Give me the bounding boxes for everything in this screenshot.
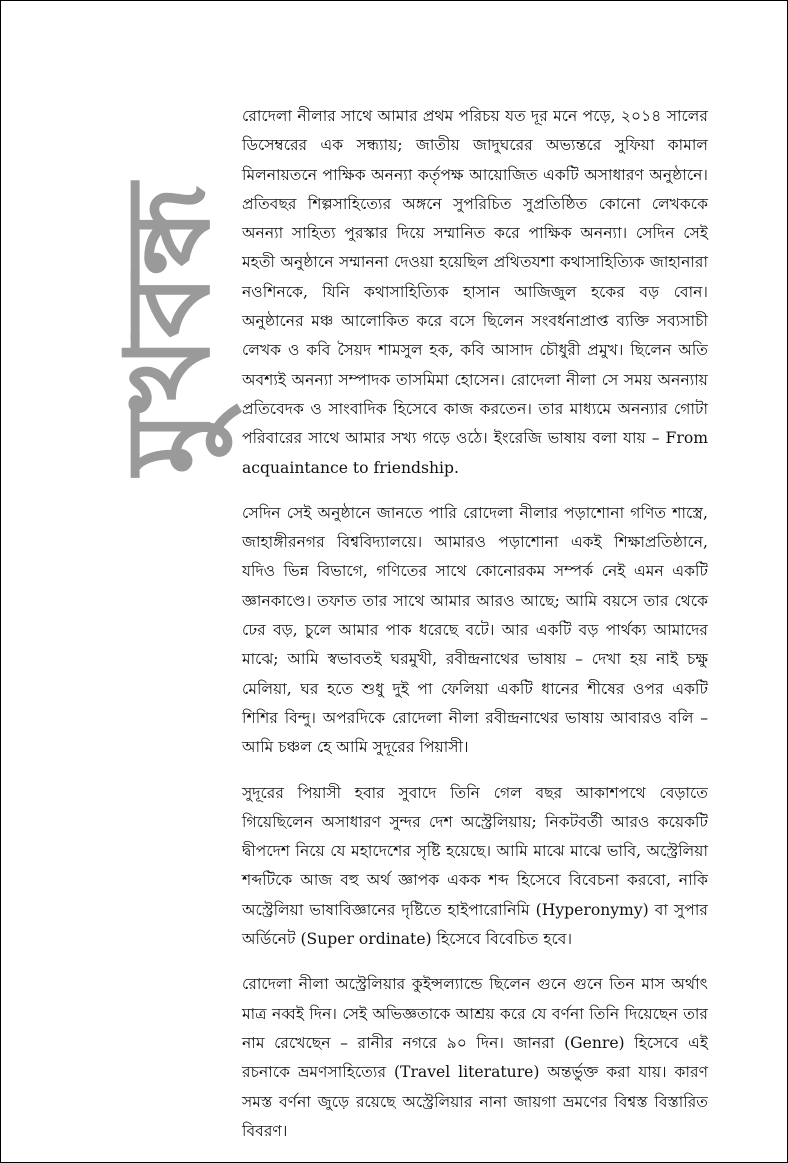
paragraph-4: রোদেলা নীলা অস্ট্রেলিয়ার কুইন্সল্যান্ডে ছিলেন গুনে গুনে তিন মাস অর্থাৎ মাত্র নব্বই দিন। সেই অভিজ্ঞতাকে আশ্রয় করে যে বর্ণনা তিনি দিয়েছেন তার নাম রেখেছেন – রানীর নগরে ৯০ দিন। জানরা (Genre) হিসেবে এই রচনাকে ভ্রমণসাহিত্যের (Travel literature) অন্তর্ভুক্ত করা যায়। কারণ সমস্ত বর্ণনা জুড়ে রয়েছে অস্ট্রেলিয়ার নানা জায়গা ভ্রমণের বিশ্বস্ত বিস্তারিত বিবরণ।: [242, 975, 708, 1140]
body-text: [242, 102, 708, 1162]
paragraph-3: সুদূরের পিয়াসী হবার সুবাদে তিনি গেল বছর আকাশপথে বেড়াতে গিয়েছিলেন অসাধারণ সুন্দর দেশ অস্ট্রেলিয়ায়; নিকটবর্তী আরও কয়েকটি দ্বীপদেশ নিয়ে যে মহাদেশের সৃষ্টি হয়েছে। আমি মাঝে মাঝে ভাবি, অস্ট্রেলিয়া শব্দটিকে আজ বহু অর্থ জ্ঞাপক একক শব্দ হিসেবে বিবেচনা করবো, নাকি অস্ট্রেলিয়া ভাষাবিজ্ঞানের দৃষ্টিতে হাইপারোনিমি (Hyperonymy) বা সুপার অর্ডিনেট (Super ordinate) হিসেবে বিবেচিত হবে।: [242, 783, 708, 949]
paragraph-1: রোদেলা নীলার সাথে আমার প্রথম পরিচয় যত দূর মনে পড়ে, ২০১৪ সালের ডিসেম্বরের এক সন্ধ্যায়; জাতীয় জাদুঘরের অভ্যন্তরে সুফিয়া কামাল মিলনায়তনে পাক্ষিক অনন্যা কর্তৃপক্ষ আয়োজিত একটি অসাধারণ অনুষ্ঠানে। প্রতিবছর শিল্পসাহিত্যের অঙ্গনে সুপরিচিত সুপ্রতিষ্ঠিত কোনো লেখককে অনন্যা সাহিত্য পুরস্কার দিয়ে সম্মানিত করে পাক্ষিক অনন্যা। সেদিন সেই মহতী অনুষ্ঠানে সম্মাননা দেওয়া হয়েছিল প্রথিতযশা কথাসাহিত্যিক জাহানারা নওশিনকে, যিনি কথাসাহিত্যিক হাসান আজিজুল হকের বড় বোন। অনুষ্ঠানের মঞ্চ আলোকিত করে বসে ছিলেন সংবর্ধনাপ্রাপ্ত ব্যক্তি সব্যসাচী লেখক ও কবি সৈয়দ শামসুল হক, কবি আসাদ চৌধুরী প্রমুখ। ছিলেন অতি অবশ্যই অনন্যা সম্পাদক তাসমিমা হোসেন। রোদেলা নীলা সে সময় অনন্যায় প্রতিবেদক ও সাংবাদিক হিসেবে কাজ করতেন। তার মাধ্যমে অনন্যার গোটা পরিবারের সাথে আমার সখ্য গড়ে ওঠে। ইংরেজি ভাষায় বলা যায় – From acquaintance to friendship.: [242, 107, 708, 477]
side-title: মুখবন্ধ: [100, 185, 236, 475]
paragraph-2: সেদিন সেই অনুষ্ঠানে জানতে পারি রোদেলা নীলার পড়াশোনা গণিত শাস্ত্রে, জাহাঙ্গীরনগর বিশ্ববিদ্যালয়ে। আমারও পড়াশোনা একই শিক্ষাপ্রতিষ্ঠানে, যদিও ভিন্ন বিভাগে, গণিতের সাথে কোনোরকম সম্পর্ক নেই এমন একটি জ্ঞানকাণ্ডে। তফাত তার সাথে আমার আরও আছে; আমি বয়সে তার থেকে ঢের বড়, চুলে আমার পাক ধরেছে বটে। আর একটি বড় পার্থক্য আমাদের মাঝে; আমি স্বভাবতই ঘরমুখী, রবীন্দ্রনাথের ভাষায় – দেখা হয় নাই চক্ষু মেলিয়া, ঘর হতে শুধু দুই পা ফেলিয়া একটি ধানের শীষের ওপর একটি শিশির বিন্দু। অপরদিকে রোদেলা নীলা রবীন্দ্রনাথের ভাষায় আবারও বলি – আমি চঞ্চল হে আমি সুদূরের পিয়াসী।: [242, 503, 708, 757]
